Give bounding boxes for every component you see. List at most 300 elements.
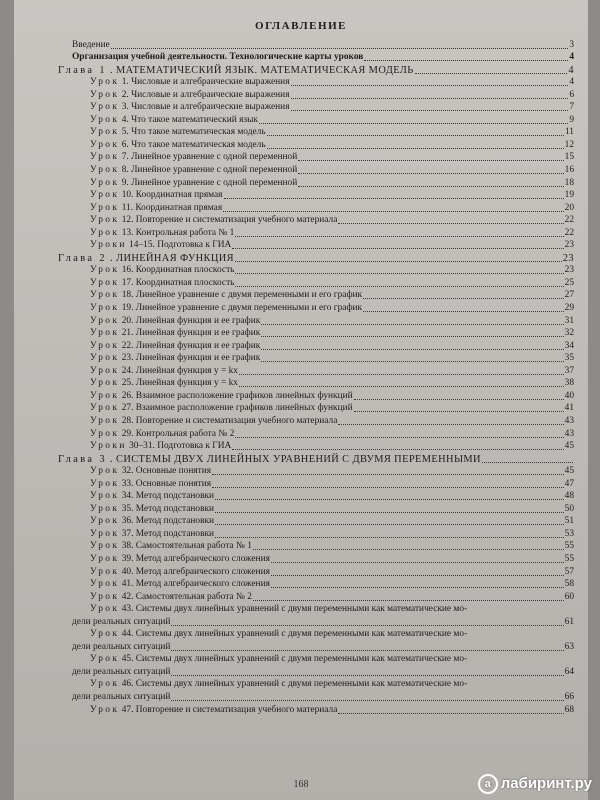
toc-leader-dots xyxy=(271,587,564,588)
toc-entry-row xyxy=(14,515,574,528)
toc-entry-title xyxy=(72,52,363,63)
toc-leader-dots xyxy=(261,336,563,337)
toc-page-number: 27 xyxy=(564,290,574,301)
toc-entry-text: 1. Числовые и алгебраические выражения xyxy=(121,77,290,88)
toc-entry-text: 17. Координатная плоскость xyxy=(121,277,235,288)
toc-leader-dots xyxy=(235,286,563,287)
toc-chapter-row xyxy=(14,251,574,264)
toc-page-number: 43 xyxy=(564,428,574,439)
toc-entry-title xyxy=(90,278,234,289)
toc-leader-dots xyxy=(354,399,564,400)
toc-entry-row xyxy=(14,414,574,427)
toc-entry-title xyxy=(72,692,170,703)
toc-entry-row xyxy=(14,38,574,51)
toc-entry-text: 39. Метод алгебраического сложения xyxy=(121,553,270,564)
toc-entry-row xyxy=(14,427,574,440)
toc-entry-row xyxy=(14,289,574,302)
toc-entry-keyword: Урок xyxy=(90,629,120,640)
toc-entry-text: 21. Линейная функция и ее график xyxy=(121,328,261,339)
toc-leader-dots xyxy=(364,60,568,61)
toc-entry-keyword: Урок xyxy=(90,227,120,238)
toc-entry-row xyxy=(14,364,574,377)
toc-leader-dots xyxy=(171,650,563,651)
toc-leader-dots xyxy=(291,85,569,86)
toc-entry-text: 10. Координатная прямая xyxy=(121,190,223,201)
toc-page-number: 11 xyxy=(564,127,574,138)
toc-entry-text: 34. Метод подстановки xyxy=(121,491,215,502)
toc-entry-text: 35. Метод подстановки xyxy=(121,503,215,514)
toc-entry-title xyxy=(90,554,270,565)
toc-entry-text: 40. Метод алгебраического сложения xyxy=(121,566,270,577)
toc-entry-title xyxy=(90,178,297,189)
toc-entry-text: 13. Контрольная работа № 1 xyxy=(121,227,235,238)
toc-entry-title xyxy=(72,642,170,653)
toc-entry-keyword: Глава 1 xyxy=(58,64,107,76)
toc-entry-row xyxy=(14,690,574,703)
toc-entry-row xyxy=(14,176,574,189)
toc-page-number: 20 xyxy=(564,202,574,213)
toc-entry-keyword: Урок xyxy=(90,528,120,539)
toc-entry-title xyxy=(72,667,170,678)
toc-entry-keyword: Урок xyxy=(90,403,120,414)
toc-page-number: 34 xyxy=(564,340,574,351)
toc-entry-title xyxy=(90,190,223,201)
watermark-circle-icon: а xyxy=(478,774,498,794)
toc-page-number: 41 xyxy=(564,403,574,414)
toc-entry-keyword: Урок xyxy=(90,378,120,389)
toc-entry-keyword: Урок xyxy=(90,579,120,590)
toc-page-number: 9 xyxy=(569,114,574,125)
toc-entry-keyword: Урок xyxy=(90,315,120,326)
toc-entry-row xyxy=(14,665,574,678)
toc-entry-text: 12. Повторение и систематизация учебного материала xyxy=(121,215,338,226)
toc-leader-dots xyxy=(291,110,569,111)
toc-entry-keyword: Урок xyxy=(90,328,120,339)
toc-leader-dots xyxy=(267,135,564,136)
toc-entry-title xyxy=(90,215,337,226)
toc-leader-dots xyxy=(239,374,564,375)
toc-entry-text: 18. Линейное уравнение с двумя переменными и его график xyxy=(121,290,363,301)
toc-entry-text: 33. Основные понятия xyxy=(121,478,212,489)
toc-entry-keyword: Урок xyxy=(90,102,120,113)
toc-entry-text: дели реальных ситуаций xyxy=(72,641,171,652)
toc-page-number: 22 xyxy=(564,227,574,238)
toc-chapter-row xyxy=(14,63,574,76)
page-number: 168 xyxy=(293,779,309,790)
toc-leader-dots xyxy=(259,123,568,124)
toc-entry-title xyxy=(90,328,260,339)
toc-page-number: 55 xyxy=(564,553,574,564)
toc-entry-text: 2. Числовые и алгебраические выражения xyxy=(121,89,290,100)
toc-leader-dots xyxy=(253,549,564,550)
toc-leader-dots xyxy=(223,211,563,212)
toc-entry-title xyxy=(90,504,214,515)
toc-entry-title xyxy=(90,579,270,590)
toc-entry-title xyxy=(90,479,211,490)
toc-page-number: 19 xyxy=(564,190,574,201)
toc-entry-text: . МАТЕМАТИЧЕСКИЙ ЯЗЫК. МАТЕМАТИЧЕСКАЯ МОДЕЛЬ xyxy=(110,64,414,76)
toc-leader-dots xyxy=(338,713,563,714)
toc-entry-keyword: Урок xyxy=(90,428,120,439)
toc-entry-text: 36. Метод подстановки xyxy=(121,516,215,527)
toc-entry-title xyxy=(90,152,297,163)
toc-leader-dots xyxy=(363,298,564,299)
toc-entry-text: дели реальных ситуаций xyxy=(72,616,171,627)
toc-entry-keyword: Урок xyxy=(90,478,120,489)
toc-entry-text: 27. Взаимное расположение графиков линейных функций xyxy=(121,403,353,414)
toc-entry-title xyxy=(90,378,238,389)
toc-page-number: 43 xyxy=(564,415,574,426)
toc-entry-keyword: Урок xyxy=(90,177,120,188)
toc-entry-keyword: Урок xyxy=(90,516,120,527)
toc-leader-dots xyxy=(212,474,564,475)
toc-entry-title xyxy=(90,529,214,540)
toc-entry-row xyxy=(14,490,574,503)
toc-entry-row xyxy=(14,314,574,327)
toc-entry-title xyxy=(72,617,170,628)
toc-leader-dots xyxy=(261,324,563,325)
toc-leader-dots xyxy=(261,361,563,362)
toc-page-number: 53 xyxy=(564,528,574,539)
toc-entry-row xyxy=(14,76,574,89)
toc-entry-keyword: Урок xyxy=(90,190,120,201)
toc-entry-text: 44. Системы двух линейных уравнений с двумя переменными как математические мо- xyxy=(121,629,468,640)
toc-entry-text: 29. Контрольная работа № 2 xyxy=(121,428,235,439)
toc-entry-title xyxy=(90,316,260,327)
toc-leader-dots xyxy=(261,349,563,350)
toc-leader-dots xyxy=(298,160,563,161)
toc-entry-keyword: Урок xyxy=(90,215,120,226)
toc-chapter-row xyxy=(14,452,574,465)
toc-leader-dots xyxy=(271,562,564,563)
toc-entry-title xyxy=(90,604,467,615)
toc-entry-keyword: Урок xyxy=(90,503,120,514)
toc-entry-keyword: Урок xyxy=(90,415,120,426)
toc-entry-text: 42. Самостоятельная работа № 2 xyxy=(121,591,252,602)
toc-entry-keyword: Урок xyxy=(90,202,120,213)
toc-entry-keyword: Урок xyxy=(90,290,120,301)
toc-entry-title xyxy=(90,353,260,364)
toc-entry-keyword: Урок xyxy=(90,77,120,88)
toc-leader-dots xyxy=(354,411,564,412)
toc-entry-title xyxy=(90,90,290,101)
toc-entry-keyword: Урок xyxy=(90,365,120,376)
toc-entry-row xyxy=(14,339,574,352)
toc-entry-keyword: Урок xyxy=(90,390,120,401)
toc-entry-row xyxy=(14,101,574,114)
toc-entry-title xyxy=(90,491,214,502)
toc-entry-row xyxy=(14,678,574,691)
toc-page-number: 3 xyxy=(569,39,574,50)
toc-entry-text: 6. Что такое математическая модель xyxy=(121,139,266,150)
toc-leader-dots xyxy=(338,424,563,425)
toc-leader-dots xyxy=(171,625,563,626)
toc-entry-keyword: Урок xyxy=(90,591,120,602)
toc-leader-dots xyxy=(224,198,564,199)
toc-leader-dots xyxy=(482,462,573,463)
toc-leader-dots xyxy=(415,73,568,74)
toc-entry-title xyxy=(90,240,231,251)
toc-entry-text: 23. Линейная функция и ее график xyxy=(121,353,261,364)
toc-leader-dots xyxy=(271,575,564,576)
toc-entry-keyword: Урок xyxy=(90,89,120,100)
toc-entry-title xyxy=(90,77,290,88)
toc-entry-text: 28. Повторение и систематизация учебного материала xyxy=(121,415,338,426)
toc-leader-dots xyxy=(298,186,563,187)
toc-leader-dots xyxy=(235,236,563,237)
toc-entry-title xyxy=(90,403,353,414)
toc-entry-title xyxy=(90,341,260,352)
toc-entry-title xyxy=(90,102,290,113)
toc-entry-row xyxy=(14,352,574,365)
toc-entry-title xyxy=(90,441,231,452)
toc-entry-text: 9. Линейное уравнение с одной переменной xyxy=(121,177,298,188)
toc-leader-dots xyxy=(232,449,563,450)
toc-entry-title xyxy=(58,454,481,465)
toc-entry-title xyxy=(90,265,234,276)
toc-page-number: 57 xyxy=(564,566,574,577)
watermark-text: лабиринт.ру xyxy=(500,774,592,792)
toc-entry-keyword: Урок xyxy=(90,541,120,552)
toc-page-number: 31 xyxy=(564,315,574,326)
toc-entry-keyword: Урок xyxy=(90,303,120,314)
toc-leader-dots xyxy=(253,600,564,601)
toc-page-number: 68 xyxy=(564,704,574,715)
toc-entry-text: 8. Линейное уравнение с одной переменной xyxy=(121,165,298,176)
toc-entry-row xyxy=(14,138,574,151)
toc-entry-text: 30–31. Подготовка к ГИА xyxy=(129,441,232,452)
toc-entry-title xyxy=(90,127,266,138)
toc-entry-row xyxy=(14,214,574,227)
toc-entry-keyword: Уроки xyxy=(90,441,127,452)
toc-entry-row xyxy=(14,201,574,214)
toc-leader-dots xyxy=(235,437,563,438)
toc-entry-keyword: Урок xyxy=(90,340,120,351)
toc-page-number: 23 xyxy=(564,240,574,251)
toc-entry-row xyxy=(14,301,574,314)
toc-entry-title xyxy=(58,253,234,264)
toc-entry-row xyxy=(14,653,574,666)
toc-entry-keyword: Урок xyxy=(90,654,120,665)
toc-entry-title xyxy=(90,140,266,151)
toc-page-number: 6 xyxy=(569,89,574,100)
toc-entry-row xyxy=(14,51,574,64)
toc-entry-title xyxy=(90,203,222,214)
toc-page-number: 16 xyxy=(564,165,574,176)
toc-entry-keyword: Урок xyxy=(90,604,120,615)
toc-leader-dots xyxy=(215,537,564,538)
toc-entry-keyword: Глава 2 xyxy=(58,252,107,264)
toc-entry-row xyxy=(14,603,574,616)
toc-entry-keyword: Уроки xyxy=(90,240,127,251)
toc-page-number: 45 xyxy=(564,466,574,477)
toc-entry-row xyxy=(14,502,574,515)
toc-leader-dots xyxy=(338,223,563,224)
toc-page-number: 38 xyxy=(564,378,574,389)
toc-entry-keyword: Урок xyxy=(90,127,120,138)
toc-entry-title xyxy=(90,391,353,402)
book-page xyxy=(14,0,588,800)
toc-entry-text: Введение xyxy=(72,39,110,50)
toc-entry-text: 41. Метод алгебраического сложения xyxy=(121,579,270,590)
toc-entry-title xyxy=(90,228,234,239)
toc-page-number: 66 xyxy=(564,691,574,702)
toc-page-number: 23 xyxy=(562,252,574,264)
toc-entry-row xyxy=(14,590,574,603)
toc-entry-title xyxy=(90,165,297,176)
toc-page-number: 35 xyxy=(564,353,574,364)
toc-entry-text: . СИСТЕМЫ ДВУХ ЛИНЕЙНЫХ УРАВНЕНИЙ С ДВУМЯ ПЕРЕМЕННЫМИ xyxy=(110,453,481,465)
toc-entry-row xyxy=(14,615,574,628)
toc-entry-title xyxy=(90,290,362,301)
toc-entry-title xyxy=(90,541,252,552)
toc-entry-text: 24. Линейная функция y = kx xyxy=(121,365,238,376)
toc-page-number: 61 xyxy=(564,616,574,627)
toc-entry-title xyxy=(90,466,211,477)
toc-page-number: 18 xyxy=(564,177,574,188)
toc-page-number: 47 xyxy=(564,478,574,489)
toc-entry-title xyxy=(90,115,258,126)
toc-entry-text: 16. Координатная плоскость xyxy=(121,265,235,276)
toc-page-number: 37 xyxy=(564,365,574,376)
toc-leader-dots xyxy=(171,675,563,676)
toc-entry-row xyxy=(14,163,574,176)
toc-page-number: 4 xyxy=(568,64,574,76)
toc-page-number: 25 xyxy=(564,277,574,288)
toc-entry-title xyxy=(72,40,110,51)
toc-page-number: 32 xyxy=(564,328,574,339)
toc-entry-title xyxy=(90,654,467,665)
toc-entry-row xyxy=(14,703,574,716)
toc-entry-text: 22. Линейная функция и ее график xyxy=(121,340,261,351)
toc-leader-dots xyxy=(235,261,562,262)
toc-entry-row xyxy=(14,477,574,490)
toc-page-number: 12 xyxy=(564,139,574,150)
toc-entry-row xyxy=(14,565,574,578)
toc-entry-row xyxy=(14,239,574,252)
toc-entry-text: 46. Системы двух линейных уравнений с двумя переменными как математические мо- xyxy=(121,679,468,690)
toc-entry-row xyxy=(14,189,574,202)
toc-entry-row xyxy=(14,389,574,402)
toc-entry-title xyxy=(90,679,467,690)
toc-heading: ОГЛАВЛЕНИЕ xyxy=(255,20,347,32)
toc-entry-keyword: Урок xyxy=(90,679,120,690)
toc-entry-row xyxy=(14,540,574,553)
toc-leader-dots xyxy=(232,248,563,249)
toc-entry-keyword: Урок xyxy=(90,566,120,577)
toc-leader-dots xyxy=(215,524,564,525)
toc-entry-row xyxy=(14,578,574,591)
toc-entry-row xyxy=(14,527,574,540)
toc-entry-row xyxy=(14,402,574,415)
toc-entry-keyword: Урок xyxy=(90,277,120,288)
toc-entry-text: дели реальных ситуаций xyxy=(72,691,171,702)
toc-entry-keyword: Глава 3 xyxy=(58,453,107,465)
toc-entry-title xyxy=(90,705,337,716)
toc-entry-title xyxy=(58,65,414,76)
toc-leader-dots xyxy=(235,273,563,274)
toc-entry-title xyxy=(90,592,252,603)
toc-page-number: 51 xyxy=(564,516,574,527)
toc-page-number: 40 xyxy=(564,390,574,401)
toc-entry-text: 19. Линейное уравнение с двумя переменными и его график xyxy=(121,303,363,314)
toc-leader-dots xyxy=(298,173,563,174)
toc-entry-row xyxy=(14,126,574,139)
toc-entry-keyword: Урок xyxy=(90,553,120,564)
toc-entry-title xyxy=(90,567,270,578)
toc-entry-row xyxy=(14,88,574,101)
toc-entry-row xyxy=(14,440,574,453)
toc-entry-row xyxy=(14,264,574,277)
toc-entry-text: 20. Линейная функция и ее график xyxy=(121,315,261,326)
toc-entry-text: Организация учебной деятельности. Технологические карты уроков xyxy=(72,52,364,63)
toc-page-number: 4 xyxy=(569,77,574,88)
toc-entry-row xyxy=(14,465,574,478)
toc-page-number: 48 xyxy=(564,491,574,502)
toc-entry-row xyxy=(14,276,574,289)
toc-page-number: 45 xyxy=(564,441,574,452)
toc-page-number: 63 xyxy=(564,641,574,652)
toc-entry-text: 3. Числовые и алгебраические выражения xyxy=(121,102,290,113)
toc-page-number: 23 xyxy=(564,265,574,276)
toc-entry-keyword: Урок xyxy=(90,466,120,477)
toc-leader-dots xyxy=(171,700,563,701)
toc-entry-row xyxy=(14,377,574,390)
toc-page-number: 58 xyxy=(564,579,574,590)
toc-entry-text: 45. Системы двух линейных уравнений с двумя переменными как математические мо- xyxy=(121,654,468,665)
toc-entry-text: дели реальных ситуаций xyxy=(72,666,171,677)
toc-leader-dots xyxy=(212,487,564,488)
toc-page-number: 55 xyxy=(564,541,574,552)
watermark-logo xyxy=(478,774,592,794)
toc-page-number: 7 xyxy=(569,102,574,113)
toc-entry-text: 26. Взаимное расположение графиков линейных функций xyxy=(121,390,353,401)
toc-entry-row xyxy=(14,327,574,340)
toc-entry-text: 5. Что такое математическая модель xyxy=(121,127,266,138)
toc-entry-text: . ЛИНЕЙНАЯ ФУНКЦИЯ xyxy=(110,252,234,264)
toc-entry-row xyxy=(14,552,574,565)
toc-entry-keyword: Урок xyxy=(90,139,120,150)
toc-entry-title xyxy=(90,629,467,640)
toc-entry-keyword: Урок xyxy=(90,165,120,176)
toc-entry-keyword: Урок xyxy=(90,491,120,502)
toc-entry-row xyxy=(14,628,574,641)
toc-entry-text: 47. Повторение и систематизация учебного материала xyxy=(121,704,338,715)
toc-page-number: 4 xyxy=(569,52,574,63)
toc-leader-dots xyxy=(111,48,569,49)
toc-entry-title xyxy=(90,429,234,440)
toc-entry-row xyxy=(14,226,574,239)
toc-entry-title xyxy=(90,516,214,527)
toc-entry-keyword: Урок xyxy=(90,704,120,715)
toc-entry-text: 43. Системы двух линейных уравнений с двумя переменными как математические мо- xyxy=(121,604,468,615)
toc-page-number: 60 xyxy=(564,591,574,602)
toc-entry-row xyxy=(14,640,574,653)
toc-leader-dots xyxy=(363,311,564,312)
toc-entry-title xyxy=(90,416,337,427)
toc-entry-text: 38. Самостоятельная работа № 1 xyxy=(121,541,252,552)
toc-page-number: 22 xyxy=(564,215,574,226)
toc-entry-title xyxy=(90,303,362,314)
toc-entry-text: 14–15. Подготовка к ГИА xyxy=(129,240,232,251)
toc-page-number: 64 xyxy=(564,666,574,677)
toc-entry-keyword: Урок xyxy=(90,265,120,276)
toc-entry-keyword: Урок xyxy=(90,114,120,125)
toc-leader-dots xyxy=(267,148,564,149)
toc-entry-text: 25. Линейная функция y = kx xyxy=(121,378,238,389)
toc-entry-row xyxy=(14,113,574,126)
toc-entry-title xyxy=(90,366,238,377)
